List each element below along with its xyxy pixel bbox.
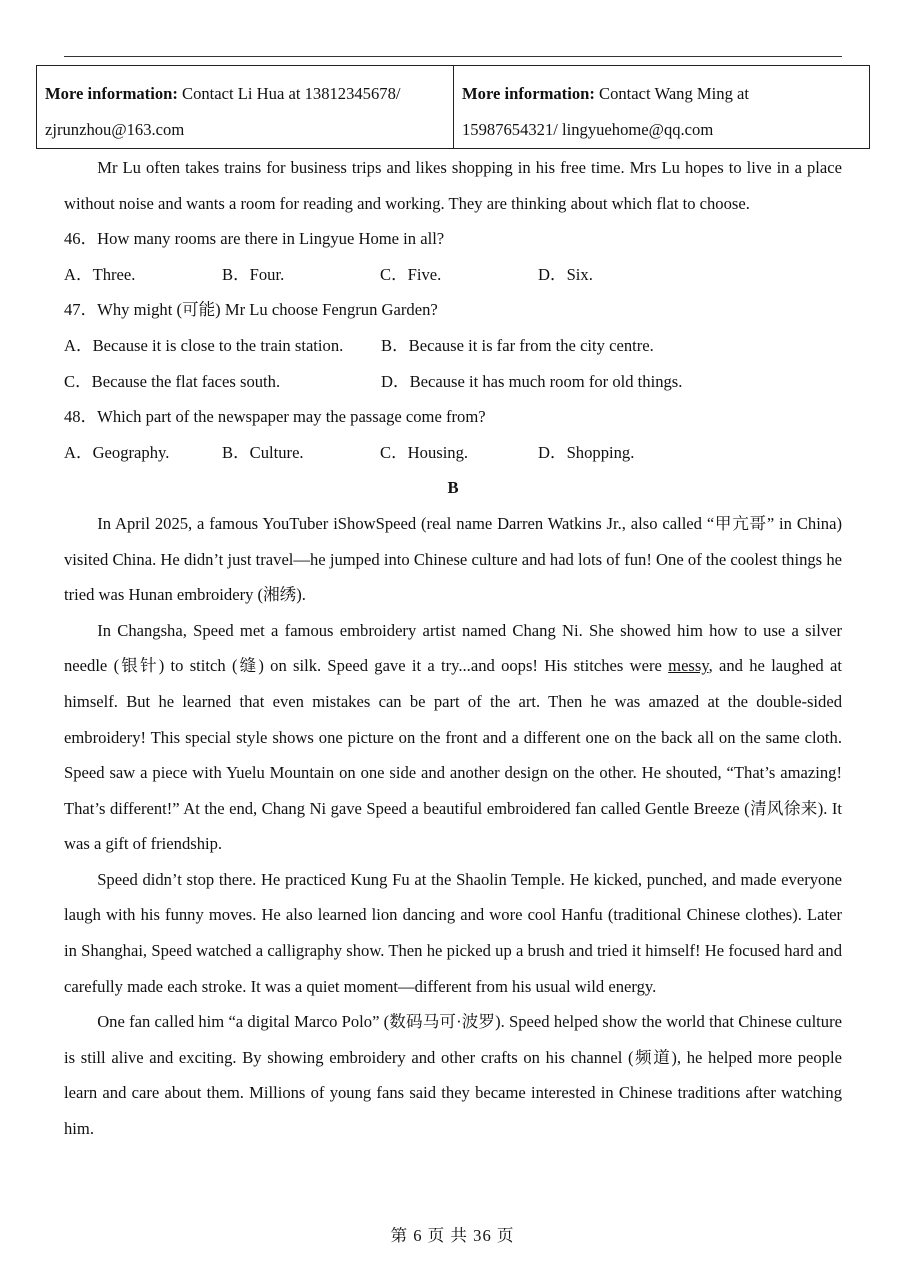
passage-paragraph-2: [64, 613, 842, 862]
option-c: C．Housing.: [380, 442, 469, 462]
option-b: B．Because it is far from the city centre.: [381, 335, 654, 355]
passage-paragraph-1: In April 2025, a famous YouTuber iShowSpeed (real name Darren Watkins Jr., also called “甲亢哥” in China) visited China. He didn’t just travel—he jumped into Chinese culture and had lots of fun! One of the coolest things he tried was Hunan embroidery (湘绣).: [64, 513, 842, 605]
page-footer: 第 6 页 共 36 页: [390, 1226, 515, 1245]
option-a: A．Three.: [64, 264, 136, 284]
question-46-options: [64, 257, 842, 293]
option-a: A．Geography.: [64, 442, 170, 462]
contact-label: More information:: [45, 84, 178, 103]
question-46: 46．How many rooms are there in Lingyue Home in all?: [64, 229, 445, 249]
contact-text: Contact Wang Ming at: [594, 84, 750, 103]
contact-cell-left: [37, 66, 453, 148]
question-48: 48．Which part of the newspaper may the passage come from?: [64, 407, 486, 427]
option-d: D．Six.: [538, 264, 593, 284]
contact-email: zjrunzhou@163.com: [45, 120, 185, 139]
question-47-options-row2: [64, 364, 842, 400]
header-rule: [64, 56, 842, 57]
intro-paragraph: Mr Lu often takes trains for business trips and likes shopping in his free time. Mrs Lu hopes to live in a place without noise and wants a room for reading and working. They are thinking about which flat to choose.: [64, 158, 842, 213]
passage-paragraph-4: One fan called him “a digital Marco Polo” (数码马可·波罗). Speed helped show the world that Chinese culture is still alive and exciting. By showing embroidery and other crafts on his channel (频道), he helped more people learn and care about them. Millions of young fans said they became interested in Chinese traditions after watching him.: [64, 1012, 842, 1139]
question-47-options-row1: [64, 328, 842, 364]
option-c: C．Because the flat faces south.: [64, 371, 281, 391]
contact-phone-email: 15987654321/ lingyuehome@qq.com: [462, 120, 714, 139]
contact-cell-right: [453, 66, 869, 148]
question-48-options: [64, 435, 842, 471]
option-d: D．Shopping.: [538, 442, 635, 462]
option-a: A．Because it is close to the train station.: [64, 335, 344, 355]
contact-info-table: [36, 65, 870, 149]
paragraph-text: , and he laughed at himself. But he learned that even mistakes can be part of the art. Then he was amazed at the double-sided embroidery! This special style shows one picture on the front and a different one on the back all on the same cloth. Speed saw a piece with Yuelu Mountain on one side and another design on the other. He shouted, “That’s amazing! That’s different!” At the end, Chang Ni gave Speed a beautiful embroidered fan called Gentle Breeze (清风徐来). It was a gift of friendship.: [64, 656, 842, 854]
paragraph-text: In Changsha, Speed met a famous embroidery artist named Chang Ni. She showed him how to use a silver needle (银针) to stitch (缝) on silk. Speed gave it a try...and oops! His stitches were: [64, 620, 842, 676]
page-content: [64, 150, 842, 1147]
option-b: B．Culture.: [222, 442, 304, 462]
underlined-word: messy: [668, 656, 709, 676]
option-b: B．Four.: [222, 264, 285, 284]
question-47: 47．Why might (可能) Mr Lu choose Fengrun Garden?: [64, 300, 438, 320]
section-title: B: [447, 478, 459, 498]
option-d: D．Because it has much room for old things.: [381, 371, 683, 391]
option-c: C．Five.: [380, 264, 442, 284]
contact-label: More information:: [462, 84, 595, 103]
passage-paragraph-3: Speed didn’t stop there. He practiced Kung Fu at the Shaolin Temple. He kicked, punched, and made everyone laugh with his funny moves. He also learned lion dancing and wore cool Hanfu (traditional Chinese clothes). Later in Shanghai, Speed watched a calligraphy show. Then he picked up a brush and tried it himself! He focused hard and carefully made each stroke. It was a quiet moment—different from his usual wild energy.: [64, 869, 842, 996]
contact-text: Contact Li Hua at 13812345678/: [177, 84, 401, 103]
